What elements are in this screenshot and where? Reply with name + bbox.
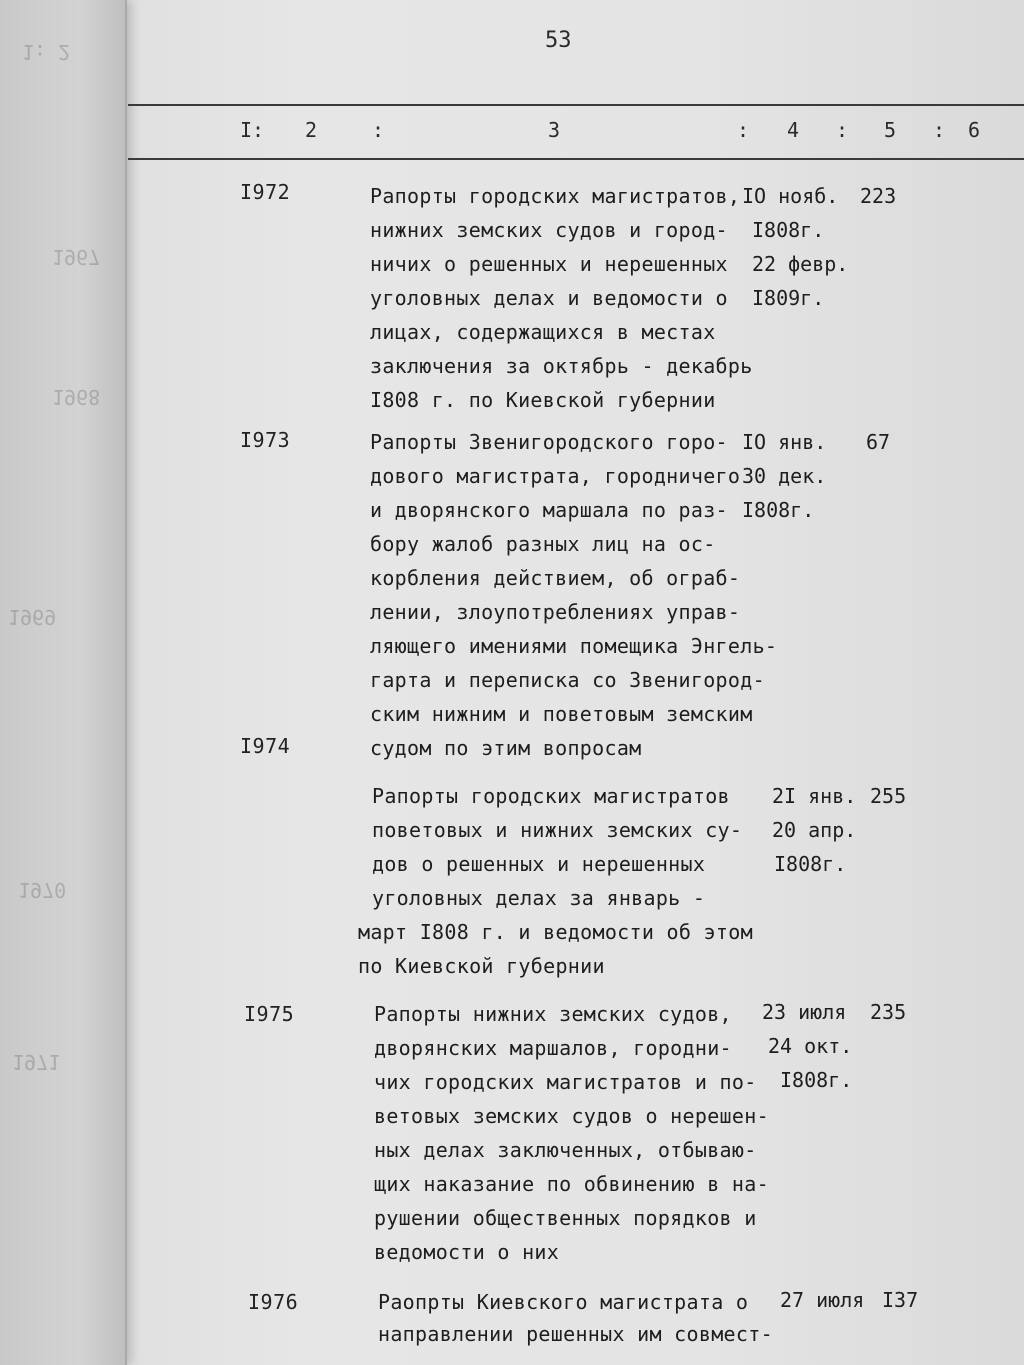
entry-line: чих городских магистратов и по- [374,1070,757,1094]
col-6-header: 6 [968,118,981,142]
entry-id: I973 [240,428,291,452]
adjacent-id: 1969 [8,605,57,629]
header-rule-bottom [128,158,1024,160]
col-3-header: 3 [548,118,561,142]
entry-line: щих наказание по обвинению в на- [374,1172,769,1196]
adjacent-header: 1: 2 [22,40,71,64]
entry-date: I808г. [742,498,815,522]
entry-line: ветовых земских судов о нерешен- [374,1104,769,1128]
entry-date: I809г. [752,286,825,310]
entry-date: 24 окт. [768,1034,853,1058]
entry-sheets: 67 [866,430,891,454]
entry-id: I974 [240,734,291,758]
entry-line: Рапорты городских магистратов [372,784,730,808]
entry-date: 22 февр. [752,252,849,276]
entry-line: корбления действием, об ограб- [370,566,741,590]
entry-date: I808г. [774,852,847,876]
entry-line: март I808 г. и ведомости об этом [358,920,753,944]
entry-line: судом по этим вопросам [370,736,642,760]
header-rule-top [128,104,1024,106]
adjacent-id: 1967 [52,245,101,269]
entry-line: ничих о решенных и нерешенных [370,252,728,276]
entry-line: Рапорты Звенигородского горо- [370,430,728,454]
entry-line: лении, злоупотреблениях управ- [370,600,741,624]
entry-line: уголовных делах за январь - [372,886,706,910]
col-separator: : [372,118,385,142]
col-4-header: 4 [787,118,800,142]
page-number: 53 [545,28,572,53]
entry-line: дворянских маршалов, городни- [374,1036,732,1060]
entry-line: I808 г. по Киевской губернии [370,388,716,412]
entry-line: поветовых и нижних земских су- [372,818,743,842]
entry-sheets: 235 [870,1000,907,1024]
entry-line: ляющего имениями помещика Энгель- [370,634,778,658]
entry-line: по Киевской губернии [358,954,605,978]
entry-line: ским нижним и поветовым земским [370,702,753,726]
entry-line: дового магистрата, городничего [370,464,741,488]
entry-line: бору жалоб разных лиц на ос- [370,532,716,556]
entry-date: I808г. [780,1068,853,1092]
entry-date: IO янв. [742,430,827,454]
entry-sheets: 223 [860,184,897,208]
entry-date: 30 дек. [742,464,827,488]
entry-date: 27 июля [780,1288,865,1312]
entry-line: уголовных делах и ведомости о [370,286,728,310]
entry-line: направлении решенных им совмест- [378,1322,773,1346]
entry-line: ных делах заключенных, отбываю- [374,1138,757,1162]
adjacent-id: 1968 [52,385,101,409]
entry-line: Раопрты Киевского магистрата о [378,1290,749,1314]
col-5-header: 5 [884,118,897,142]
entry-id: I975 [244,1002,295,1026]
entry-id: I976 [248,1290,299,1314]
entry-line: и дворянского маршала по раз- [370,498,728,522]
entry-line: Рапорты нижних земских судов, [374,1002,732,1026]
entry-date: I808г. [752,218,825,242]
entry-line: рушении общественных порядков и [374,1206,757,1230]
entry-line: дов о решенных и нерешенных [372,852,706,876]
entry-date: 20 апр. [772,818,857,842]
entry-line: ведомости о них [374,1240,560,1264]
entry-line: нижних земских судов и город- [370,218,728,242]
entry-id: I972 [240,180,291,204]
col-separator: : [737,118,750,142]
entry-date: 2I янв. [772,784,857,808]
entry-line: Рапорты городских магистратов, [370,184,741,208]
adjacent-id: 1970 [18,878,67,902]
col-separator: : [836,118,849,142]
entry-line: лицах, содержащихся в местах [370,320,716,344]
col-1-header: I: [240,118,265,142]
entry-sheets: 255 [870,784,907,808]
entry-date: 23 июля [762,1000,847,1024]
entry-line: заключения за октябрь - декабрь [370,354,753,378]
entry-sheets: I37 [882,1288,919,1312]
col-2-header: 2 [305,118,318,142]
adjacent-id: 1971 [12,1050,61,1074]
entry-date: IO нояб. [742,184,839,208]
entry-line: гарта и переписка со Звенигород- [370,668,765,692]
col-separator: : [933,118,946,142]
adjacent-page-strip [0,0,127,1365]
